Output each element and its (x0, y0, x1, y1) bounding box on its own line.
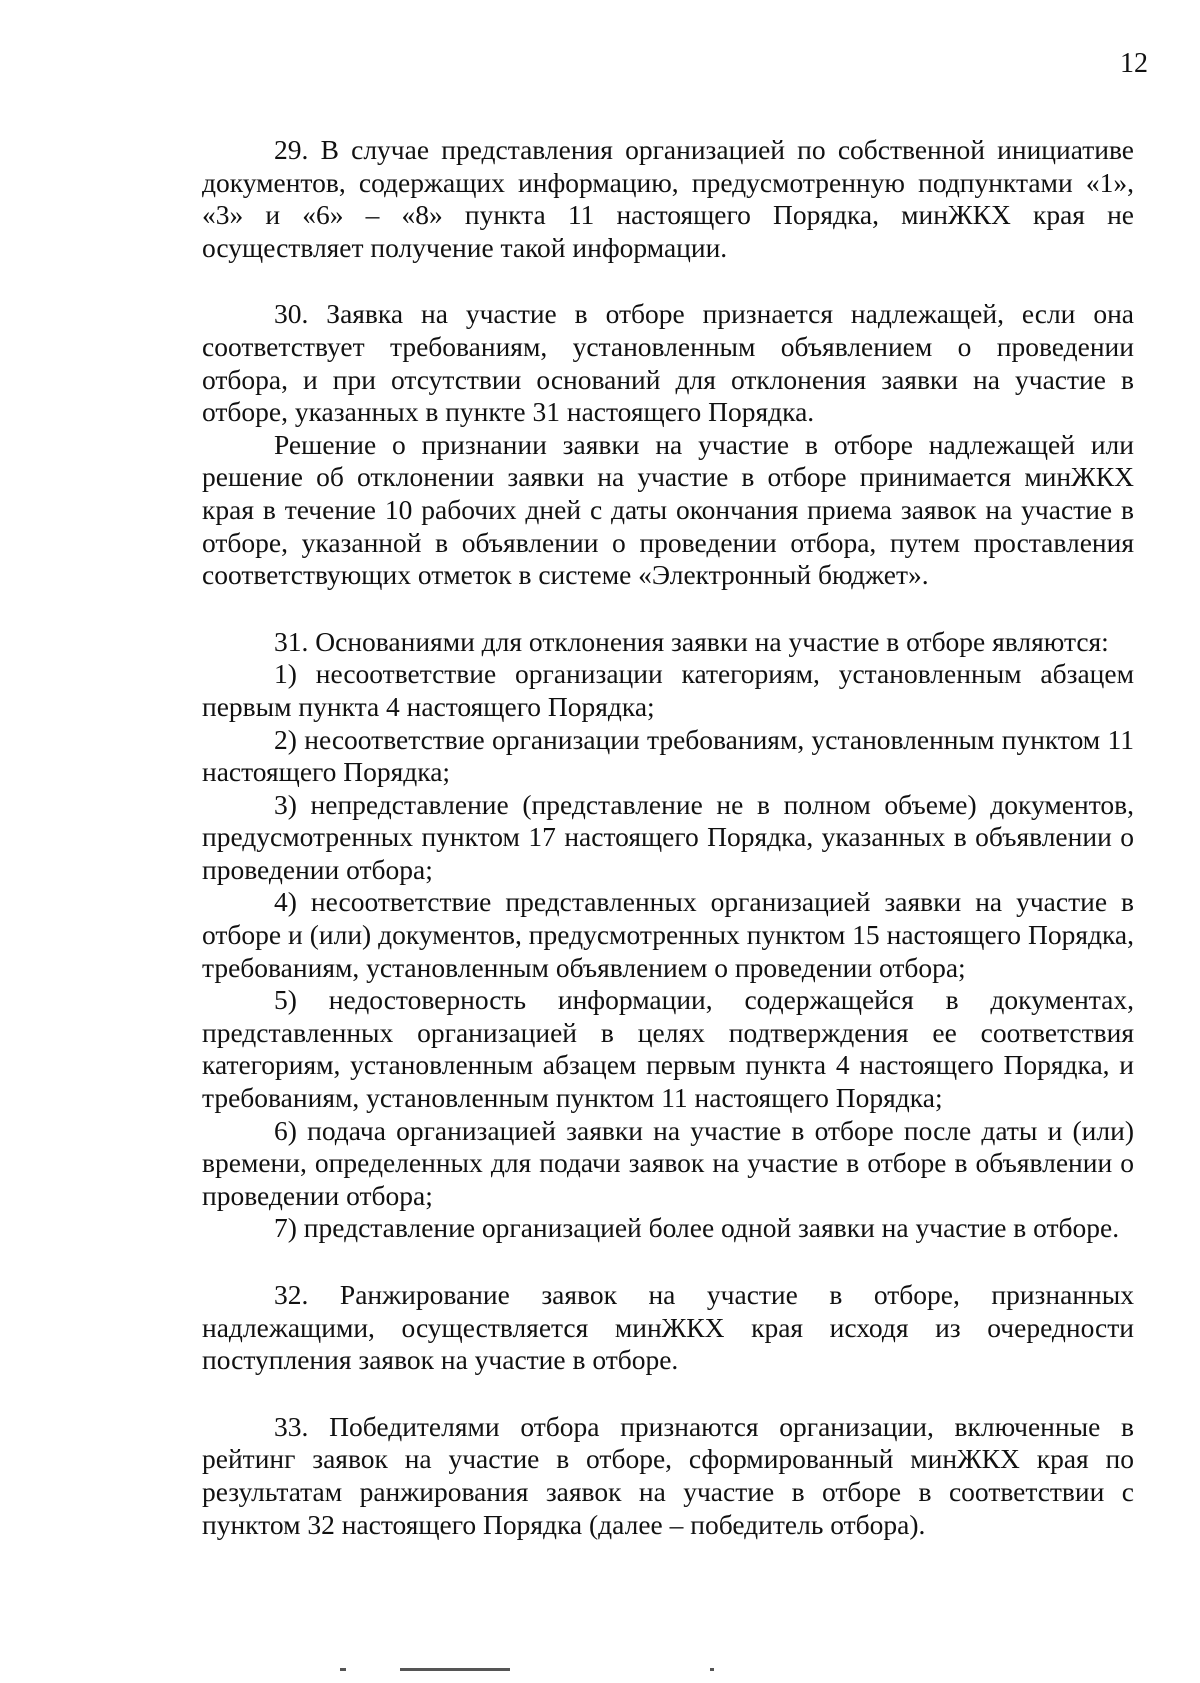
paragraph: Решение о признании заявки на участие в отборе надлежащей или решение об отклонении заявки на участие в отборе принимается минЖКХ края в течение 10 рабочих дней с даты окончания приема заявок на участие в отборе, указанной в объявлении о проведении отбора, путем проставления соответствующих отметок в системе «Электронный бюджет». (202, 428, 1134, 591)
list-item: 1) несоответствие организации категориям, установленным абзацем первым пункта 4 настоящего Порядка; (202, 658, 1134, 722)
section-gap (202, 264, 1134, 298)
section-29 (202, 134, 1134, 264)
document-body (202, 134, 1134, 1541)
paragraph: 29. В случае представления организацией по собственной инициативе документов, содержащих информацию, предусмотренную подпунктами «1», «3» и «6» – «8» пункта 11 настоящего Порядка, минЖКХ края не осуществляет получение такой информации. (202, 134, 1134, 263)
list-item: 4) несоответствие представленных организацией заявки на участие в отборе и (или) документов, предусмотренных пунктом 15 настоящего Порядка, требованиям, установленным объявлением о проведении отбора; (202, 886, 1134, 983)
list-item: 3) непредставление (представление не в полном объеме) документов, предусмотренных пунктом 17 настоящего Порядка, указанных в объявлении о проведении отбора; (202, 788, 1134, 885)
list-item: 5) недостоверность информации, содержащейся в документах, представленных организацией в целях подтверждения ее соответствия категориям, установленным абзацем первым пункта 4 настоящего Порядка, и требованиям, установленным пунктом 11 настоящего Порядка; (202, 984, 1134, 1114)
section-gap (202, 1245, 1134, 1279)
scan-artifact (340, 1668, 740, 1674)
section-30 (202, 298, 1134, 591)
list-item: 7) представление организацией более одной заявки на участие в отборе. (274, 1212, 1120, 1244)
section-gap (202, 592, 1134, 626)
section-gap (202, 1377, 1134, 1411)
paragraph: 31. Основаниями для отклонения заявки на участие в отборе являются: (274, 625, 1109, 657)
list-item: 6) подача организацией заявки на участие в отборе после даты и (или) времени, определенных для подачи заявок на участие в отборе в объявлении о проведении отбора; (202, 1114, 1134, 1211)
section-33 (202, 1411, 1134, 1541)
list-item: 2) несоответствие организации требованиям, установленным пунктом 11 настоящего Порядка; (202, 723, 1134, 788)
page-number: 12 (1120, 48, 1148, 79)
section-31 (202, 626, 1134, 1245)
paragraph: 33. Победителями отбора признаются организации, включенные в рейтинг заявок на участие в отборе, сформированный минЖКХ края по результатам ранжирования заявок на участие в отборе в соответствии с пунктом 32 настоящего Порядка (далее – победитель отбора). (202, 1410, 1134, 1540)
paragraph: 30. Заявка на участие в отборе признается надлежащей, если она соответствует требованиям, установленным объявлением о проведении отбора, и при отсутствии оснований для отклонения заявки на участие в отборе, указанных в пункте 31 настоящего Порядка. (202, 298, 1134, 428)
paragraph: 32. Ранжирование заявок на участие в отборе, признанных надлежащими, осуществляется минЖКХ края исходя из очередности поступления заявок на участие в отборе. (202, 1279, 1134, 1376)
section-32 (202, 1279, 1134, 1377)
